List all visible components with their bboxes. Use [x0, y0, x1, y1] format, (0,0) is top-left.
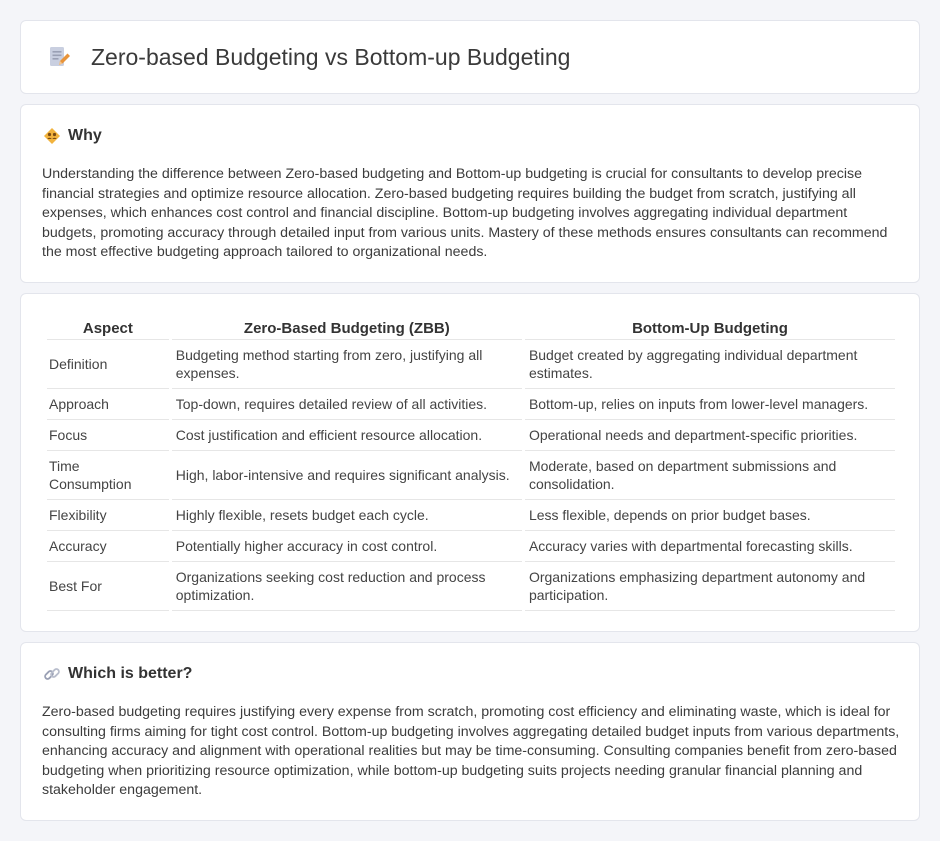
why-card: [20, 104, 920, 283]
people-icon: [43, 127, 61, 145]
zbb-cell: Highly flexible, resets budget each cycle.: [172, 500, 522, 531]
aspect-cell: Definition: [47, 340, 169, 389]
aspect-cell: Time Consumption: [47, 451, 169, 500]
table-row: [47, 420, 895, 451]
aspect-cell: Approach: [47, 389, 169, 420]
why-body: Understanding the difference between Zero-based budgeting and Bottom-up budgeting is crucial for consultants to develop precise financial strategies and optimize resource allocation. Zero-based budgeting requires building the budget from scratch, justifying all expenses, which enhances cost control and financial discipline. Bottom-up budgeting involves aggregating individual department budgets, promoting accuracy through detailed input from various units. Mastery of these methods ensures consultants can recommend the most effective budgeting approach tailored to organizational needs.: [42, 166, 888, 261]
bottom-up-cell: Moderate, based on department submissions and consolidation.: [525, 451, 895, 500]
aspect-cell: Best For: [47, 562, 169, 611]
comparison-card: [20, 293, 920, 632]
zbb-cell: Top-down, requires detailed review of all activities.: [172, 389, 522, 420]
page-title: Zero-based Budgeting vs Bottom-up Budgeting: [91, 43, 571, 70]
header-aspect: Aspect: [47, 316, 169, 340]
bottom-up-cell: Operational needs and department-specific priorities.: [525, 420, 895, 451]
table-row: [47, 389, 895, 420]
bottom-up-cell: Bottom-up, relies on inputs from lower-level managers.: [525, 389, 895, 420]
pencil-document-icon: [47, 45, 71, 69]
link-icon: [43, 665, 61, 683]
better-heading: [43, 665, 192, 683]
zbb-cell: Cost justification and efficient resource allocation.: [172, 420, 522, 451]
bottom-up-cell: Budget created by aggregating individual department estimates.: [525, 340, 895, 389]
bottom-up-cell: Accuracy varies with departmental forecasting skills.: [525, 531, 895, 562]
table-row: [47, 500, 895, 531]
which-is-better-card: [20, 642, 920, 821]
better-heading-text: Which is better?: [68, 665, 193, 682]
bottom-up-cell: Less flexible, depends on prior budget bases.: [525, 500, 895, 531]
table-header-row: [47, 316, 895, 340]
why-heading: [43, 127, 102, 145]
comparison-table: [44, 316, 898, 611]
aspect-cell: Accuracy: [47, 531, 169, 562]
header-bottom-up: Bottom-Up Budgeting: [525, 316, 895, 340]
zbb-cell: Organizations seeking cost reduction and process optimization.: [172, 562, 522, 611]
header-zbb: Zero-Based Budgeting (ZBB): [172, 316, 522, 340]
table-row: [47, 562, 895, 611]
aspect-cell: Focus: [47, 420, 169, 451]
better-body: Zero-based budgeting requires justifying every expense from scratch, promoting cost efficiency and eliminating waste, which is ideal for consulting firms aiming for tight cost control. Bottom-up budgeting involves aggregating detailed budget inputs from various departments, enhancing accuracy and alignment with operational realities but may be time-consuming. Consulting companies benefit from zero-based budgeting when prioritizing resource optimization, while bottom-up budgeting suits projects needing granular financial planning and stakeholder engagement.: [42, 704, 900, 799]
aspect-cell: Flexibility: [47, 500, 169, 531]
title-card: [20, 20, 920, 94]
zbb-cell: High, labor-intensive and requires significant analysis.: [172, 451, 522, 500]
bottom-up-cell: Organizations emphasizing department autonomy and participation.: [525, 562, 895, 611]
zbb-cell: Budgeting method starting from zero, justifying all expenses.: [172, 340, 522, 389]
title-row: [21, 21, 919, 93]
zbb-cell: Potentially higher accuracy in cost control.: [172, 531, 522, 562]
table-row: [47, 340, 895, 389]
table-row: [47, 531, 895, 562]
table-row: [47, 451, 895, 500]
why-heading-text: Why: [68, 127, 102, 144]
